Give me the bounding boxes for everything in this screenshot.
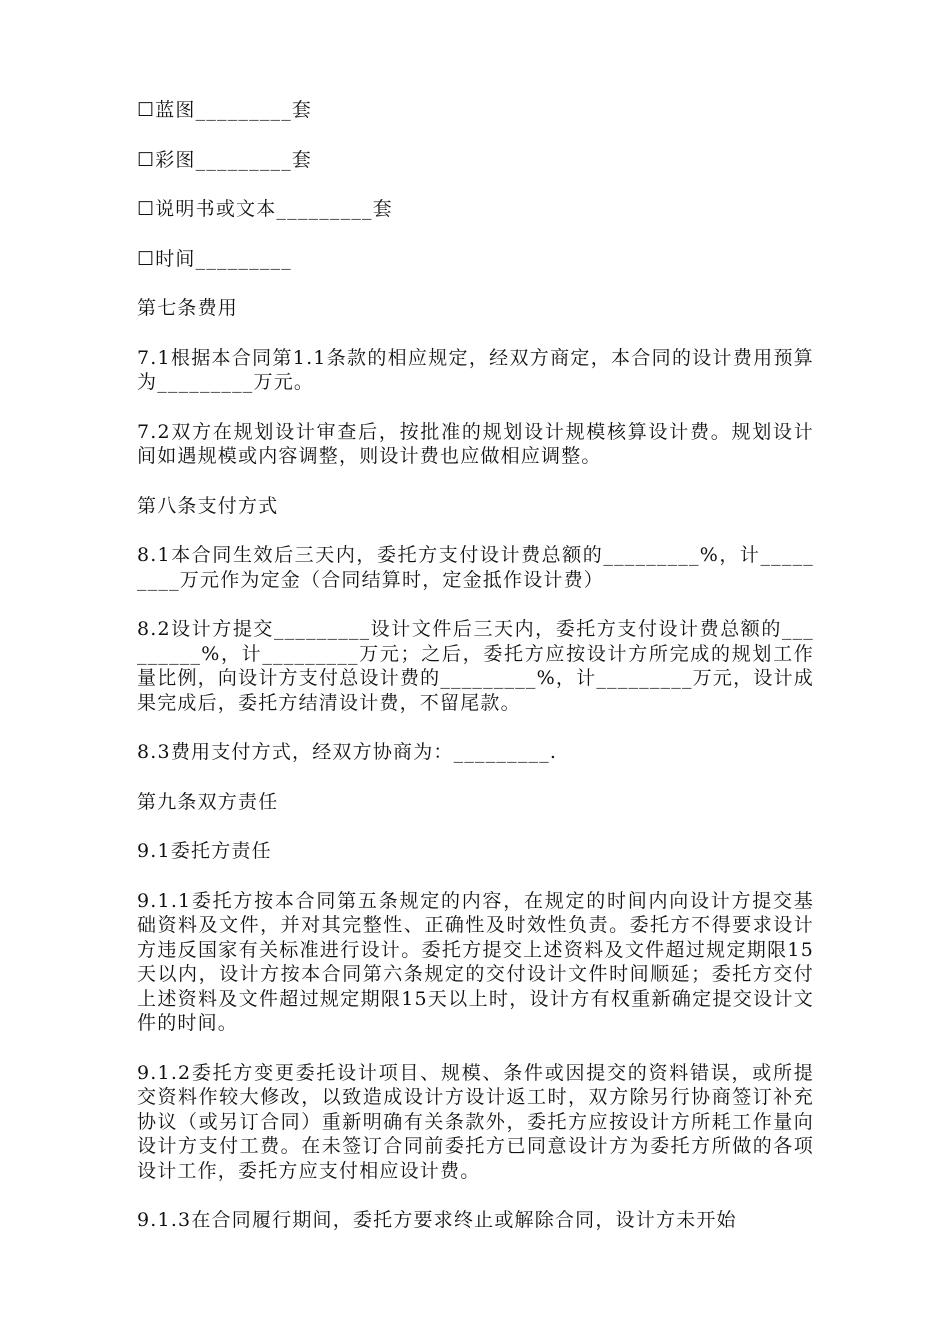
clause-9-1-1: 9.1.1委托方按本合同第五条规定的内容，在规定的时间内向设计方提交基础资料及文件，并对其完整性、正确性及时效性负责。委托方不得要求设计方违反国家有关标准进行设计。委托方提交上述资料及文件超过规定期限15天以内，设计方按本合同第六条规定的交付设计文件时间顺延；委托方交付上述资料及文件超过规定期限15天以上时，设计方有权重新确定提交设计文件的时间。 [137,889,814,1034]
clause-8-3: 8.3费用支付方式，经双方协商为：_________. [137,741,558,763]
section-heading-article-9: 第九条双方责任 [137,790,279,813]
checkbox-item-color-drawing: ☐彩图_________套 [137,148,313,171]
clause-8-2: 8.2设计方提交_________设计文件后三天内，委托方支付设计费总额的_________%，计_________万元；之后，委托方应按设计方所完成的规划工作量比例，向设计方支付总设计费的_________%，计_________万元，设计成果完成后，委托方结清设计费，不留尾款。 [137,618,814,714]
clause-7-2: 7.2双方在规划设计审查后，按批准的规划设计规模核算设计费。规划设计间如遇规模或内容调整，则设计费也应做相应调整。 [137,420,814,467]
section-heading-article-7: 第七条费用 [137,297,239,319]
document-page [137,98,814,1233]
checkbox-item-blueprint: ☐蓝图_________套 [137,99,313,121]
checkbox-item-time: ☐时间_________ [137,247,292,270]
clause-7-1: 7.1根据本合同第1.1条款的相应规定，经双方商定，本合同的设计费用预算为_________万元。 [137,346,814,393]
clause-9-1-3: 9.1.3在合同履行期间，委托方要求终止或解除合同，设计方未开始 [137,1209,737,1231]
clause-9-1-2: 9.1.2委托方变更委托设计项目、规模、条件或因提交的资料错误，或所提交资料作较大修改，以致造成设计方设计返工时，双方除另行协商签订补充协议（或另订合同）重新明确有关条款外，委托方应按设计方所耗工作量向设计方支付工费。在未签订合同前委托方已同意设计方为委托方所做的各项设计工作，委托方应支付相应设计费。 [137,1061,814,1182]
checkbox-item-manual-text: ☐说明书或文本_________套 [137,198,393,220]
clause-8-1: 8.1本合同生效后三天内，委托方支付设计费总额的_________%，计_________万元作为定金（合同结算时，定金抵作设计费） [137,544,814,591]
section-heading-article-8: 第八条支付方式 [137,494,279,517]
clause-9-1: 9.1委托方责任 [137,840,272,862]
